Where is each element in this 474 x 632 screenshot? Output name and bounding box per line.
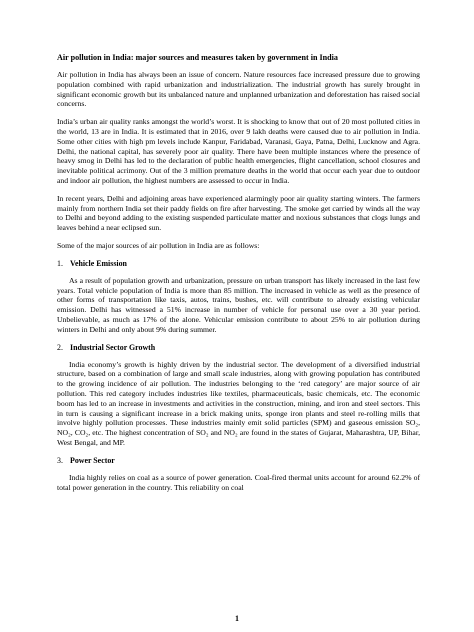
section-number: 2. [57, 342, 63, 352]
intro-paragraph-2: India’s urban air quality ranks amongst the world’s worst. It is shocking to know that out of 20 most polluted cities in the world, 13 are in India. It is estimated that in 2016, over 9 lakh deaths were caused due to air pollution in India. Some other cities with high pm levels include Kanpur, Faridabad, Varanasi, Gaya, Patna, Delhi, Lucknow and Agra. Delhi, the national capital, has severely poor air quality. There have been multiple instances where the presence of heavy smog in Delhi has led to the declaration of public health emergencies, flight cancellation, school closures and inevitable political acrimony. Out of the 3 million premature deaths in the world that occur each year due to outdoor and indoor air pollution, the highest numbers are assessed to occur in India. [57, 117, 420, 185]
page-number: 1 [235, 614, 239, 623]
section-body-industrial-sector: India economy’s growth is highly driven by the industrial sector. The development of a diversified industrial structure, based on a combination of large and small scale industries, along with growing population has contributed to the growing incidence of air pollution. The industries belonging to the ‘red category’ are major source of air pollution. This red category includes industries like textiles, pharmaceuticals, basic chemicals, etc. The economic boom has led to an increase in investments and activities in the construction, mining, and iron and steel sectors. This in turn is causing a significant increase in a brick making units, sponge iron plants and steel re-rolling mills that involve highly pollution processes. These industries mainly emit solid particles (SPM) and gaseous emission SO₂, NO₂, CO₂, etc. The highest concentration of SO₂ and NO₂ are found in the states of Gujarat, Maharashtra, UP, Bihar, West Bengal, and MP. [57, 359, 420, 447]
section-body-power-sector: India highly relies on coal as a source of power generation. Coal-fired thermal units account for around 62.2% of total power generation in the country. This reliability on coal [57, 472, 420, 492]
intro-paragraph-4: Some of the major sources of air pollution in India are as follows: [57, 240, 260, 250]
section-title: Power Sector [70, 455, 115, 465]
section-number: 3. [57, 455, 63, 465]
section-body-vehicle-emission: As a result of population growth and urbanization, pressure on urban transport has likely increased in the last few years. Total vehicle population of India is more than 85 million. The increased in vehicle as well as the presence of other forms of transportation like taxis, autos, trains, bushes, etc. will contribute to already existing vehicular emission. Delhi has witnessed a 51% increase in number of vehicle for personal use over a 30 year period. Unbelievable, as much as 17% of the alone. Vehicular emission contribute to about 25% to air pollution during winters in Delhi and only about 9% during summer. [57, 275, 420, 334]
intro-paragraph-3: In recent years, Delhi and adjoining areas have experienced alarmingly poor air quality starting winters. The farmers mainly from northern India set their paddy fields on fire after harvesting. The smoke get carried by winds all the way to Delhi and beyond adding to the existing suspended particulate matter and noxious substances that clogs lungs and leaves behind a near eclipsed sun. [57, 193, 420, 233]
section-title: Vehicle Emission [70, 258, 127, 268]
section-heading-power-sector [57, 456, 420, 466]
section-title: Industrial Sector Growth [70, 342, 156, 352]
section-number: 1. [57, 258, 63, 268]
document-title: Air pollution in India: major sources and measures taken by government in India [57, 53, 338, 62]
intro-paragraph-1: Air pollution in India has always been an issue of concern. Nature resources face increased pressure due to growing population combined with rapid urbanization and industrialization. The industrial growth has surely brought in significant economic growth but its unbalanced nature and unplanned urbanization and deforestation has raised social concerns. [57, 70, 420, 109]
section-heading-vehicle-emission [57, 259, 420, 269]
section-heading-industrial-sector [57, 343, 420, 353]
